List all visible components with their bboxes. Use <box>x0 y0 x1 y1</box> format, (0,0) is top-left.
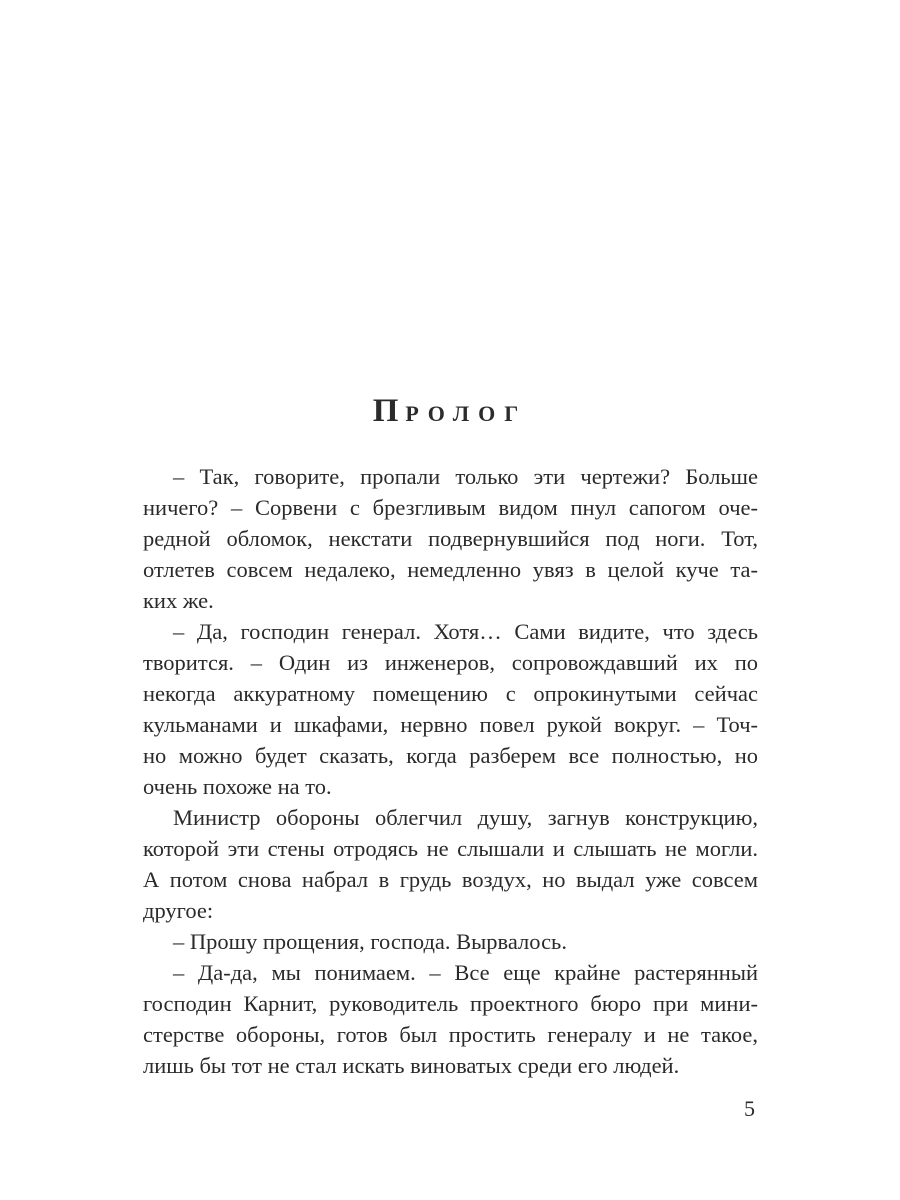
paragraph <box>143 802 758 926</box>
page-number: 5 <box>744 1096 755 1121</box>
chapter-body <box>143 461 758 1081</box>
text-line: – Да-да, мы понимаем. – Все еще крайне растерянный <box>173 960 758 985</box>
text-line: отлетев совсем недалеко, немедленно увяз в целой куче та- <box>143 557 758 582</box>
text-line: А потом снова набрал в грудь воздух, но выдал уже совсем <box>143 867 758 892</box>
text-line: но можно будет сказать, когда разберем все полностью, но <box>143 743 758 768</box>
chapter-title-rest: РОЛОГ <box>405 401 528 426</box>
text-line: ких же. <box>143 588 214 613</box>
text-line: которой эти стены отродясь не слышали и слышать не могли. <box>143 836 758 861</box>
chapter-title-initial: П <box>372 393 406 429</box>
text-line: лишь бы тот не стал искать виноватых среди его людей. <box>143 1053 680 1078</box>
text-line: – Да, господин генерал. Хотя… Сами видите, что здесь <box>173 619 758 644</box>
text-line: Министр обороны облегчил душу, загнув конструкцию, <box>173 805 758 830</box>
paragraph <box>143 616 758 802</box>
text-line: творится. – Один из инженеров, сопровождавший их по <box>143 650 758 675</box>
text-line: некогда аккуратному помещению с опрокинутыми сейчас <box>143 681 758 706</box>
text-line: редной обломок, некстати подвернувшийся под ноги. Тот, <box>143 526 758 551</box>
chapter-title <box>0 393 900 430</box>
text-line: стерстве обороны, готов был простить генералу и не такое, <box>143 1022 758 1047</box>
text-line: другое: <box>143 898 214 923</box>
paragraph <box>143 461 758 616</box>
text-line: очень похоже на то. <box>143 774 332 799</box>
paragraph <box>143 957 758 1081</box>
text-line: – Прошу прощения, господа. Вырвалось. <box>173 929 567 954</box>
paragraph <box>143 926 758 957</box>
text-line: – Так, говорите, пропали только эти чертежи? Больше <box>173 464 758 489</box>
text-line: кульманами и шкафами, нервно повел рукой вокруг. – Точ- <box>143 712 758 737</box>
text-line: господин Карнит, руководитель проектного бюро при мини- <box>143 991 758 1016</box>
text-line: ничего? – Сорвени с брезгливым видом пнул сапогом оче- <box>143 495 758 520</box>
